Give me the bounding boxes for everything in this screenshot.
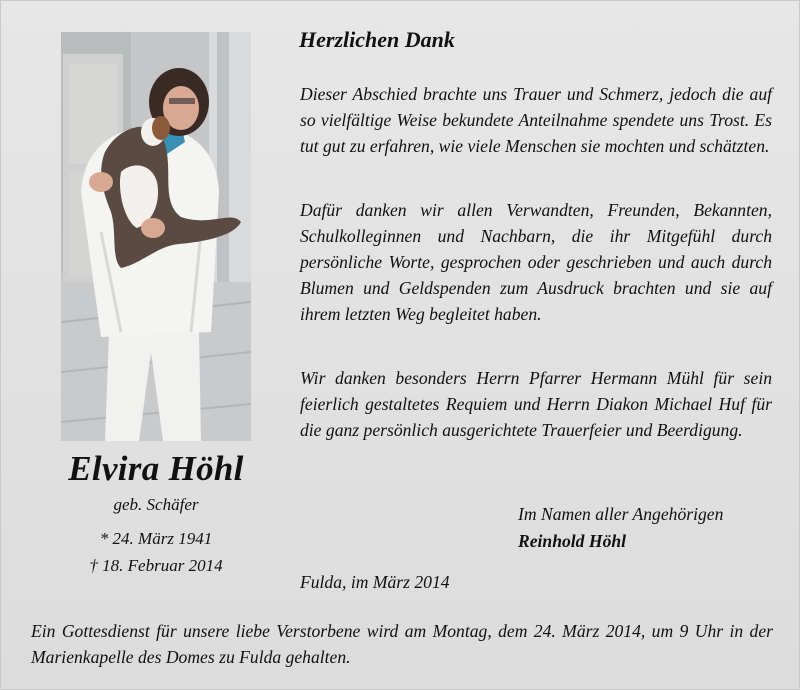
notice-heading: Herzlichen Dank [299,27,455,52]
signature-name: Reinhold Höhl [518,531,627,551]
signature-line: Im Namen aller Angehörigen [518,504,724,524]
death-date: † 18. Februar 2014 [89,556,223,575]
place-date: Fulda, im März 2014 [300,572,450,592]
paragraph-clergy: Wir danken besonders Herrn Pfarrer Hermann Mühl für sein feierlich gestaltetes Requiem und Herrn Diakon Michael Huf für die ganz persönlich ausgerichtete Trauerfeier und Beerdigung. [300,368,772,440]
paragraph-farewell: Dieser Abschied brachte uns Trauer und Schmerz, jedoch die auf so vielfältige Weise bekundete Anteilnahme spendete uns Trost. Es tut gut zu erfahren, wie viele Menschen sie mochten und schätzten. [300,84,772,156]
portrait-photo [61,32,251,441]
maiden-name: geb. Schäfer [113,495,199,514]
service-announcement: Ein Gottesdienst für unsere liebe Verstorbene wird am Montag, dem 24. März 2014, um 9 Uhr in der Marienkapelle des Domes zu Fulda gehalten. [31,621,773,667]
paragraph-thanks: Dafür danken wir allen Verwandten, Freunden, Bekannten, Schulkolleginnen und Nachbarn, die ihr Mitgefühl durch persönliche Worte, gesprochen oder geschrieben und auch durch Blumen und Geldspenden zum Ausdruck brachten und sie auf ihrem letzten Weg begleitet haben. [300,200,772,324]
birth-date: * 24. März 1941 [99,529,213,548]
deceased-name: Elvira Höhl [68,449,244,488]
